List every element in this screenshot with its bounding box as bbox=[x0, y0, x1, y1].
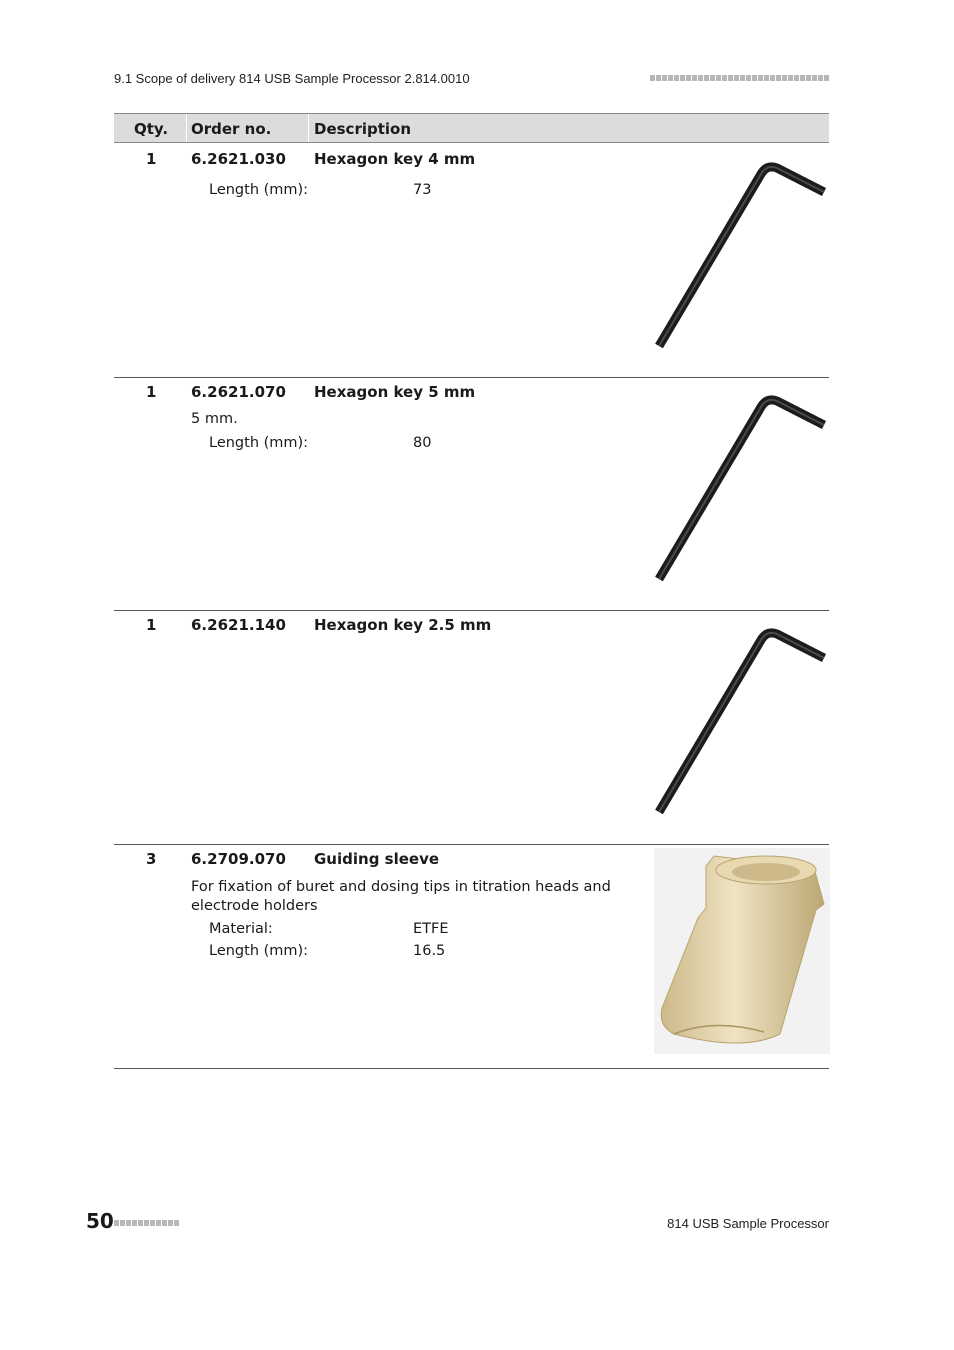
row-title: Hexagon key 2.5 mm bbox=[314, 616, 492, 634]
spec-label: Length (mm): bbox=[209, 435, 309, 451]
spec-value: ETFE bbox=[413, 921, 449, 937]
spec-value: 73 bbox=[413, 182, 432, 198]
header-section-title: 9.1 Scope of delivery 814 USB Sample Processor 2.814.0010 bbox=[114, 71, 470, 86]
spec-value: 16.5 bbox=[413, 943, 446, 959]
guiding-sleeve-icon bbox=[654, 848, 830, 1054]
spec-label: Material: bbox=[209, 921, 273, 937]
row-qty: 1 bbox=[146, 150, 157, 168]
row-order-no: 6.2621.070 bbox=[191, 383, 286, 401]
column-header-description: Description bbox=[314, 120, 412, 138]
row-order-no: 6.2621.030 bbox=[191, 150, 286, 168]
hex-key-5mm-icon bbox=[649, 393, 829, 583]
table-row bbox=[114, 610, 829, 844]
table-row bbox=[114, 144, 829, 377]
table-row bbox=[114, 377, 829, 610]
spec-label: Length (mm): bbox=[209, 182, 309, 198]
row-qty: 1 bbox=[146, 616, 157, 634]
footer-product-name: 814 USB Sample Processor bbox=[667, 1216, 829, 1231]
column-header-order-no: Order no. bbox=[191, 120, 272, 138]
table-bottom-rule bbox=[114, 1068, 829, 1069]
table-header bbox=[114, 113, 829, 143]
spec-value: 80 bbox=[413, 435, 432, 451]
column-header-qty: Qty. bbox=[134, 120, 169, 138]
table-row bbox=[114, 844, 829, 1068]
row-title: Guiding sleeve bbox=[314, 850, 440, 868]
header-decoration-dots bbox=[650, 75, 829, 81]
row-note: For fixation of buret and dosing tips in titration heads and electrode holders bbox=[191, 879, 611, 914]
row-order-no: 6.2709.070 bbox=[191, 850, 286, 868]
row-order-no: 6.2621.140 bbox=[191, 616, 286, 634]
row-qty: 1 bbox=[146, 383, 157, 401]
row-title: Hexagon key 5 mm bbox=[314, 383, 476, 401]
page-number: 50 bbox=[86, 1209, 114, 1233]
hex-key-2-5mm-icon bbox=[649, 626, 829, 816]
footer-decoration-dots bbox=[114, 1220, 179, 1226]
row-qty: 3 bbox=[146, 850, 157, 868]
hex-key-4mm-icon bbox=[649, 160, 829, 350]
spec-label: Length (mm): bbox=[209, 943, 309, 959]
row-note: 5 mm. bbox=[191, 411, 238, 427]
row-title: Hexagon key 4 mm bbox=[314, 150, 476, 168]
